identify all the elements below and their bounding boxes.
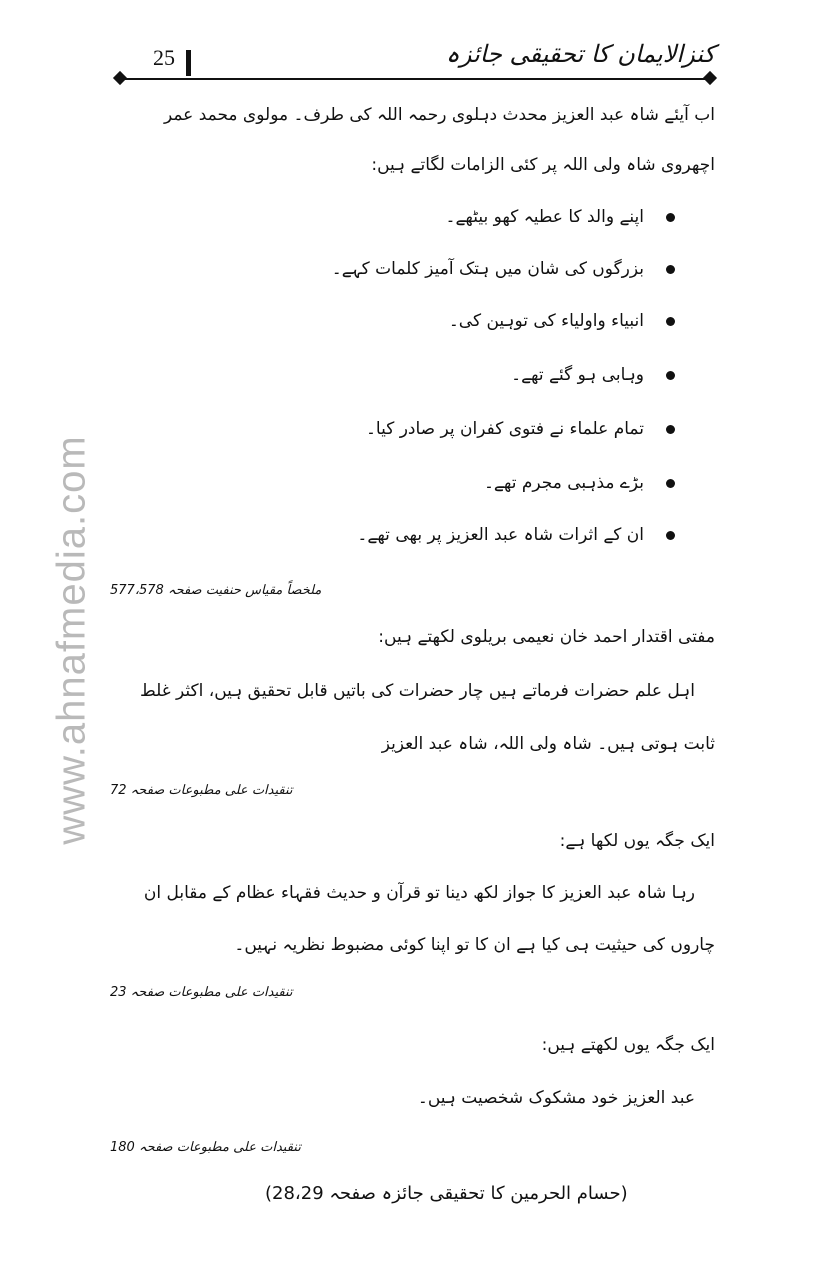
list-item: تمام علماء نے فتوی کفران پر صادر کیا۔ — [366, 418, 675, 439]
reference-23: تنقیدات علی مطبوعات صفحہ 23 — [110, 985, 293, 1000]
section3-heading: ایک جگہ یوں لکھا ہے: — [559, 831, 715, 851]
intro-line-2: اچھروی شاہ ولی اللہ پر کئی الزامات لگاتے ہیں: — [371, 155, 715, 175]
watermark-text: www.ahnafmedia.com — [49, 435, 94, 845]
section4-quote-line-1: عبد العزیز خود مشکوک شخصیت ہیں۔ — [417, 1088, 695, 1108]
section3-quote-line-2: چاروں کی حیثیت ہی کیا ہے ان کا تو اپنا کوئی مضبوط نظریہ نہیں۔ — [234, 935, 715, 955]
reference-72: تنقیدات علی مطبوعات صفحہ 72 — [110, 783, 293, 798]
closing-reference: (حسام الحرمین کا تحقیقی جائزہ صفحہ 28،29) — [265, 1183, 628, 1204]
section2-quote-line-1: اہل علم حضرات فرماتے ہیں چار حضرات کی باتیں قابل تحقیق ہیں، اکثر غلط — [139, 681, 695, 701]
page-body — [110, 0, 715, 1275]
section3-quote-line-1: رہا شاہ عبد العزیز کا جواز لکھ دینا تو قرآن و حدیث فقہاء عظام کے مقابل ان — [143, 883, 695, 903]
list-item: انبیاء واولیاء کی توہین کی۔ — [449, 310, 675, 331]
list-item: ان کے اثرات شاہ عبد العزیز پر بھی تھے۔ — [357, 524, 675, 545]
reference-maqyas: ملخصاً مقیاس حنفیت صفحہ 577،578 — [110, 583, 322, 598]
bullet-dot — [666, 531, 675, 540]
bullet-dot — [666, 371, 675, 380]
list-item: اپنے والد کا عطیہ کھو بیٹھے۔ — [445, 206, 675, 227]
bullet-dot — [666, 425, 675, 434]
list-item: وہابی ہو گئے تھے۔ — [511, 364, 675, 385]
page-number: 25 — [153, 45, 175, 70]
bullet-dot — [666, 479, 675, 488]
section2-heading: مفتی اقتدار احمد خان نعیمی بریلوی لکھتے ہیں: — [378, 627, 715, 647]
section2-quote-line-2: ثابت ہوتی ہیں۔ شاہ ولی اللہ، شاہ عبد العزیز — [381, 734, 715, 754]
list-item: بزرگوں کی شان میں ہتک آمیز کلمات کہے۔ — [332, 258, 675, 279]
section4-heading: ایک جگہ یوں لکھتے ہیں: — [541, 1035, 715, 1055]
bullet-dot — [666, 213, 675, 222]
bullet-dot — [666, 265, 675, 274]
running-title: کنزالایمان کا تحقیقی جائزہ — [445, 40, 715, 68]
bullet-dot — [666, 317, 675, 326]
list-item: بڑے مذہبی مجرم تھے۔ — [484, 472, 675, 493]
reference-180: تنقیدات علی مطبوعات صفحہ 180 — [110, 1140, 301, 1155]
intro-line-1: اب آیئے شاہ عبد العزیز محدث دہلوی رحمہ اللہ کی طرف۔ مولوی محمد عمر — [163, 105, 715, 125]
